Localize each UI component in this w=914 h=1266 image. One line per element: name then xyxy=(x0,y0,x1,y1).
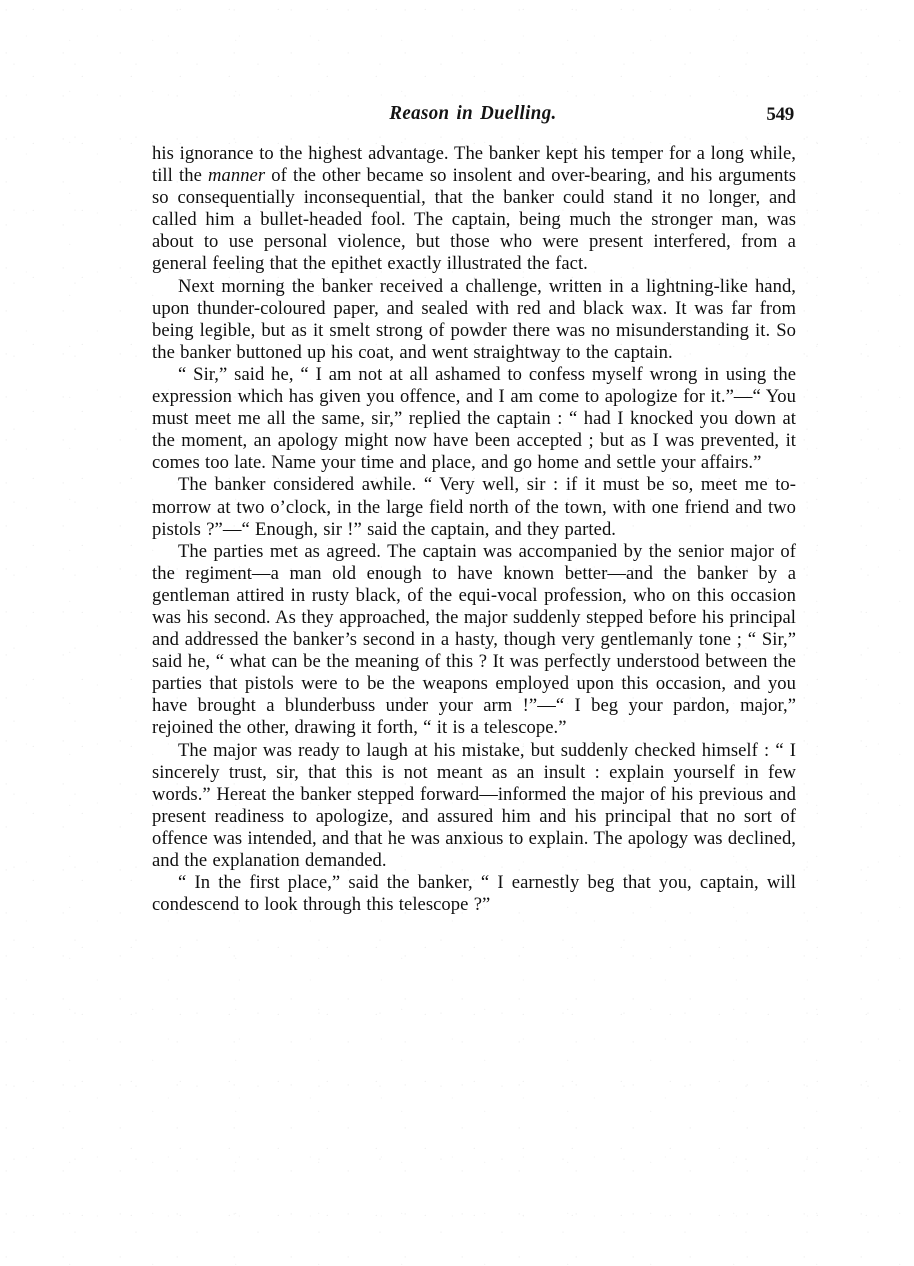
text-run: his ignorance to the highest advantage. The banker kept his temper for a long while, till the xyxy=(152,143,796,187)
running-head-title: Reason in Duelling. xyxy=(389,103,557,124)
body-text-block xyxy=(152,143,796,916)
emphasized-word: manner xyxy=(208,165,266,187)
text-run: Next morning the banker received a challenge, written in a lightning-like hand, upon thunder-coloured paper, and sealed with red and black wax. It was far from being legible, but as it smelt strong of powder there was no misunderstanding it. So the banker buttoned up his coat, and went straightway to the captain. xyxy=(152,275,796,363)
paragraph xyxy=(152,364,796,474)
paragraph xyxy=(152,541,796,740)
text-run: “ In the first place,” said the banker, “ I earnestly beg that you, captain, will condescend to look through this telescope ?” xyxy=(152,872,796,916)
text-run: of the other became so insolent and over-bearing, and his arguments so consequentially inconsequential, that the banker could stand it no longer, and called him a bullet-headed fool. The captain, being much the stronger man, was about to use personal violence, but those who were present interfered, from a general feeling that the epithet exactly illustrated the fact. xyxy=(152,165,796,275)
paragraph xyxy=(152,474,796,540)
paragraph xyxy=(152,740,796,873)
running-head xyxy=(152,103,794,129)
paragraph xyxy=(152,143,796,276)
text-run: “ Sir,” said he, “ I am not at all ashamed to confess myself wrong in using the expression which has given you offence, and I am come to apologize for it.”—“ You must meet me all the same, sir,” replied the captain : “ had I knocked you down at the moment, an apology might now have been accepted ; but as I was prevented, it comes too late. Name your time and place, and go home and settle your affairs.” xyxy=(152,363,796,474)
text-run: The major was ready to laugh at his mistake, but suddenly checked himself : “ I sincerely trust, sir, that this is not meant as an insult : explain yourself in few words.” Hereat the banker stepped forward—informed the major of his previous and present readiness to apologize, and assured him and his principal that no sort of offence was intended, and that he was anxious to explain. The apology was declined, and the explanation demanded. xyxy=(152,739,796,871)
paragraph xyxy=(152,276,796,364)
page-number: 549 xyxy=(766,104,794,125)
text-run: The parties met as agreed. The captain was accompanied by the senior major of the regiment—a man old enough to have known better—and the banker by a gentleman attired in rusty black, of the equi-vocal profession, who on this occasion was his second. As they approached, the major suddenly stepped before his principal and addressed the banker’s second in a hasty, though very gentlemanly tone ; “ Sir,” said he, “ what can be the meaning of this ? It was perfectly understood between the parties that pistols were to be the weapons employed upon this occasion, and you have brought a blunderbuss under your arm !”—“ I beg your pardon, major,” rejoined the other, drawing it forth, “ it is a telescope.” xyxy=(152,540,796,739)
text-run: The banker considered awhile. “ Very well, sir : if it must be so, meet me to-morrow at two o’clock, in the large field north of the town, with one friend and two pistols ?”—“ Enough, sir !” said the captain, and they parted. xyxy=(152,474,796,540)
paragraph xyxy=(152,872,796,916)
